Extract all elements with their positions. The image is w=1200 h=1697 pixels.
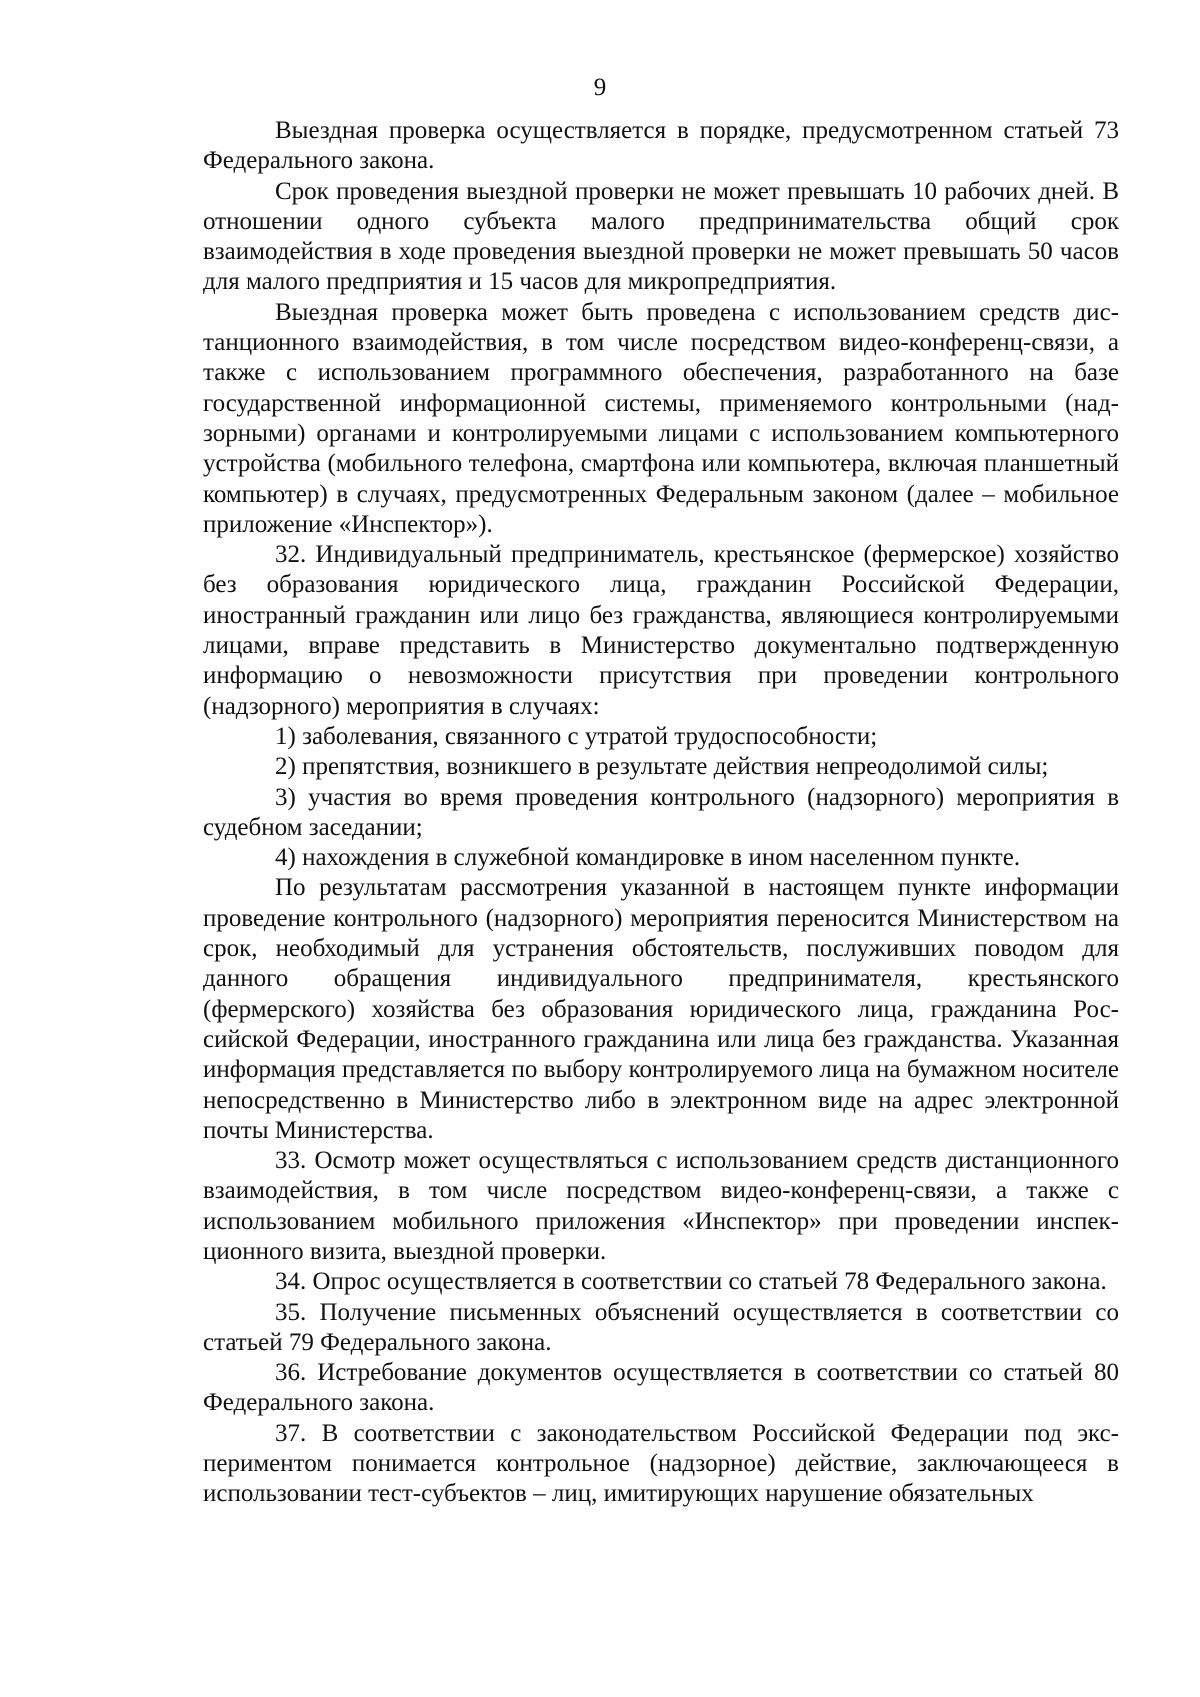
- paragraph: 33. Осмотр может осуществляться с использованием средств дистанционного взаимодействия, в том числе посредством видео-конференц-связи, а также с использованием мобильного приложения «Инспектор» при проведении инспекционного визита, выездной проверки.: [203, 1147, 1119, 1265]
- paragraph: 32. Индивидуальный предприниматель, крестьянское (фермерское) хозяйство без образования юридического лица, гражданин Российской Федерации, иностранный гражданин или лицо без гражданства, являющиеся контролируемыми лицами, вправе представить в Министерство документально подтвержденную информацию о невозможности присутствия при проведении контрольного (надзорного) мероприятия в случаях:: [203, 541, 1119, 720]
- paragraph: 35. Получение письменных объяснений осуществляется в соответствии со статьей 79 Федерального закона.: [203, 1298, 1119, 1356]
- paragraph: Выездная проверка может быть проведена с использованием средств дистанционного взаимодействия, в том числе посредством видео-конференц-связи, а также с использованием программного обеспечения, разработанного на базе государственной информационной системы, применяемого контрольными (надзорными) органами и контролируемыми лицами с использованием компьютерного устройства (мобильного телефона, смартфона или компьютера, включая планшетный компьютер) в случаях, предусмотренных Федеральным законом (далее – мобильное приложение «Инспектор»).: [203, 298, 1119, 538]
- list-item: 1) заболевания, связанного с утратой трудоспособности;: [275, 722, 878, 750]
- document-body: [203, 116, 1119, 1510]
- list-item: 3) участия во время проведения контрольного (надзорного) мероприятия в судебном заседании;: [203, 783, 1119, 841]
- paragraph: 37. В соответствии с законодательством Российской Федерации под экспериментом понимается контрольное (надзорное) действие, заключающееся в использовании тест-субъектов – лиц, имитирующих нарушение обязательных: [203, 1419, 1119, 1508]
- list-item: 4) нахождения в служебной командировке в ином населенном пункте.: [275, 844, 1021, 872]
- paragraph: 36. Истребование документов осуществляется в соответствии со статьей 80 Федерального закона.: [203, 1359, 1119, 1417]
- page-number: 9: [593, 74, 607, 101]
- paragraph: Срок проведения выездной проверки не может превышать 10 рабочих дней. В отношении одного субъекта малого предпринимательства общий срок взаимодействия в ходе проведения выездной проверки не может превышать 50 часов для малого предприятия и 15 часов для микропредприятия.: [203, 177, 1119, 296]
- paragraph: По результатам рассмотрения указанной в настоящем пункте информации проведение контрольного (надзорного) мероприятия переносится Министерством на срок, необходимый для устранения обстоятельств, послуживших поводом для данного обращения индивидуального предпринимателя, крестьянского (фермерского) хозяйства без образования юридического лица, гражданина Российской Федерации, иностранного гражданина или лица без гражданства. Указанная информация представляется по выбору контролируемого лица на бумажном носителе непосредственно в Министерство либо в электронном виде на адрес электронной почты Министерства.: [203, 874, 1119, 1144]
- list-item: 2) препятствия, возникшего в результате действия непреодолимой силы;: [275, 753, 1049, 781]
- paragraph: 34. Опрос осуществляется в соответствии со статьей 78 Федерального закона.: [275, 1268, 1107, 1296]
- paragraph: Выездная проверка осуществляется в порядке, предусмотренном статьей 73 Федерального закона.: [203, 117, 1119, 175]
